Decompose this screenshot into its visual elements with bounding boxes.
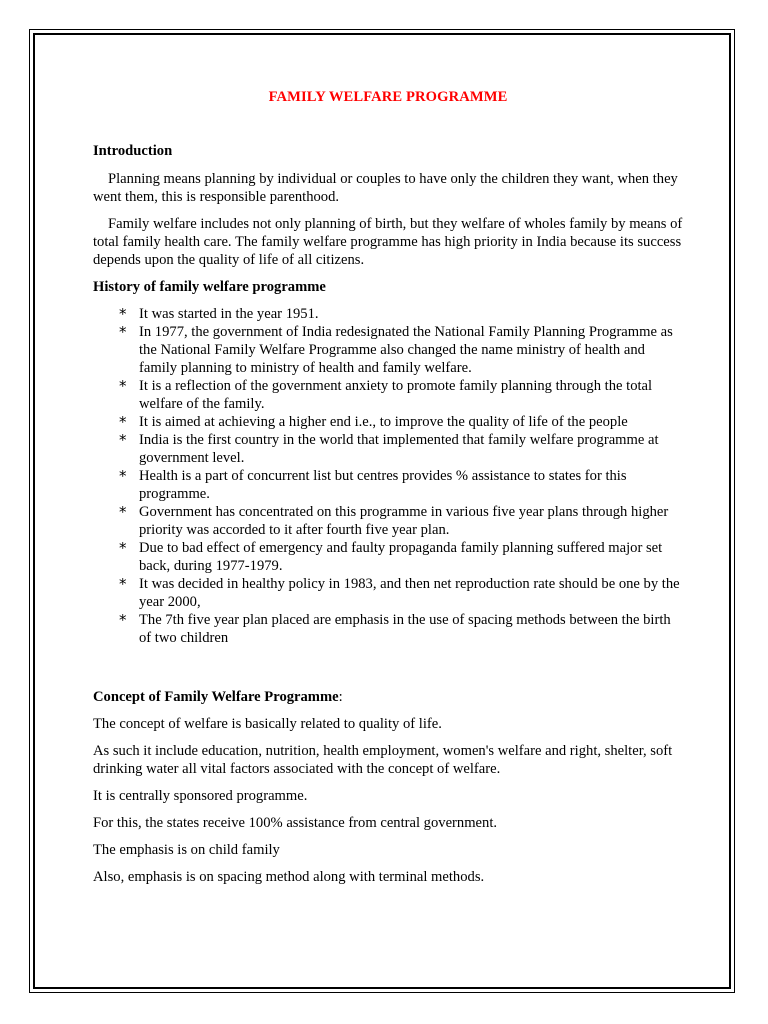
concept-heading-text: Concept of Family Welfare Programme — [93, 689, 339, 705]
concept-paragraph-2: As such it include education, nutrition, health employment, women's welfare and right, shelter, soft drinking water all vital factors associated with the concept of welfare. — [93, 743, 673, 777]
list-item-text: Health is a part of concurrent list but centres provides % assistance to states for this programme. — [139, 468, 627, 502]
asterisk-bullet-icon: * — [119, 431, 127, 449]
document-title: FAMILY WELFARE PROGRAMME — [268, 89, 508, 105]
list-item-text: Government has concentrated on this programme in various five year plans through higher priority was accorded to it after fourth five year plan. — [139, 504, 669, 538]
asterisk-bullet-icon: * — [119, 611, 127, 629]
concept-heading — [93, 688, 683, 706]
concept-paragraph-1: The concept of welfare is basically related to quality of life. — [93, 716, 442, 732]
list-item-text: In 1977, the government of India redesignated the National Family Planning Programme as the National Family Welfare Programme also changed the name ministry of health and family planning to ministry of health and family welfare. — [139, 324, 673, 376]
asterisk-bullet-icon: * — [119, 503, 127, 521]
concept-paragraph-5: The emphasis is on child family — [93, 842, 280, 858]
asterisk-bullet-icon: * — [119, 305, 127, 323]
list-item — [93, 503, 683, 539]
asterisk-bullet-icon: * — [119, 539, 127, 557]
introduction-heading: Introduction — [93, 143, 173, 159]
list-item — [93, 305, 683, 323]
list-item — [93, 575, 683, 611]
list-item — [93, 377, 683, 413]
asterisk-bullet-icon: * — [119, 575, 127, 593]
history-heading: History of family welfare programme — [93, 279, 326, 295]
list-item — [93, 323, 683, 377]
list-item — [93, 431, 683, 467]
list-item-text: It is aimed at achieving a higher end i.e., to improve the quality of life of the people — [139, 414, 628, 430]
asterisk-bullet-icon: * — [119, 413, 127, 431]
list-item — [93, 467, 683, 503]
asterisk-bullet-icon: * — [119, 323, 127, 341]
history-list — [93, 305, 683, 647]
concept-paragraph-4: For this, the states receive 100% assistance from central government. — [93, 815, 498, 831]
list-item — [93, 413, 683, 431]
list-item-text: It is a reflection of the government anxiety to promote family planning through the total welfare of the family. — [139, 378, 653, 412]
concept-paragraph-3: It is centrally sponsored programme. — [93, 788, 308, 804]
concept-paragraph-6: Also, emphasis is on spacing method along with terminal methods. — [93, 869, 485, 885]
introduction-paragraph-1: Planning means planning by individual or couples to have only the children they want, when they went them, this is responsible parenthood. — [93, 171, 678, 205]
list-item — [93, 539, 683, 575]
list-item-text: India is the first country in the world that implemented that family welfare programme at government level. — [139, 432, 659, 466]
list-item-text: Due to bad effect of emergency and faulty propaganda family planning suffered major set back, during 1977-1979. — [139, 540, 663, 574]
asterisk-bullet-icon: * — [119, 377, 127, 395]
list-item-text: The 7th five year plan placed are emphasis in the use of spacing methods between the birth of two children — [139, 612, 671, 646]
asterisk-bullet-icon: * — [119, 467, 127, 485]
introduction-paragraph-2: Family welfare includes not only planning of birth, but they welfare of wholes family by means of total family health care. The family welfare programme has high priority in India because its success depends upon the quality of life of all citizens. — [93, 216, 683, 268]
concept-heading-colon: : — [338, 689, 343, 705]
document-body — [93, 88, 683, 895]
list-item — [93, 611, 683, 647]
list-item-text: It was decided in healthy policy in 1983, and then net reproduction rate should be one by the year 2000, — [139, 576, 680, 610]
list-item-text: It was started in the year 1951. — [139, 306, 319, 322]
